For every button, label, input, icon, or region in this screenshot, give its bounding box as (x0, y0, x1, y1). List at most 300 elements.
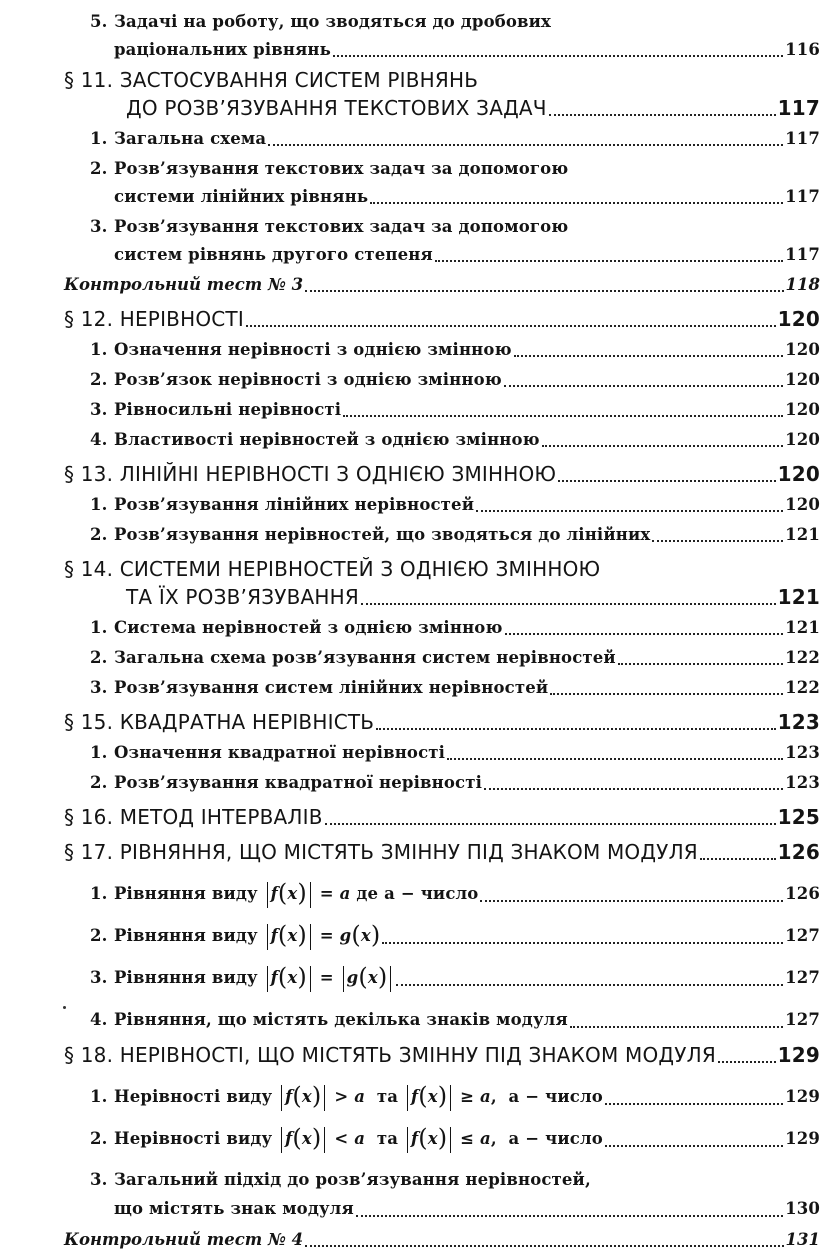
table-of-contents (64, 6, 820, 1254)
entry-title: Нерівності виду (114, 1129, 273, 1148)
entry-text (90, 963, 394, 993)
modulus-bar (310, 924, 311, 950)
toc-item (64, 213, 820, 269)
formula-symbol: a (480, 1087, 491, 1106)
modulus-bar (324, 1085, 325, 1111)
dot-leader (396, 984, 783, 986)
toc-formula-item (64, 1082, 820, 1112)
paren: ( (292, 1082, 302, 1110)
entry-number: 1. (90, 743, 108, 762)
page-number: 127 (785, 1010, 820, 1029)
dot-leader (484, 788, 783, 790)
entry-title: ЗАСТОСУВАННЯ СИСТЕМ РІВНЯНЬ (119, 68, 479, 92)
toc-item (64, 125, 820, 153)
entry-title: Розв’язування текстових задач за допомогою (114, 159, 569, 178)
section-number: § 12. (64, 307, 114, 331)
formula-symbol: x (287, 968, 298, 987)
entry-title: Задачі на роботу, що зводяться до дробових (114, 12, 552, 31)
toc-formula-item (64, 1124, 820, 1154)
toc-row (64, 583, 820, 612)
entry-title: ДО РОЗВ’ЯЗУВАННЯ ТЕКСТОВИХ ЗАДАЧ (126, 96, 547, 120)
toc-row (90, 521, 820, 549)
toc-row (90, 396, 820, 424)
entry-title: Рівносильні нерівності (114, 400, 342, 419)
toc-section (64, 555, 820, 612)
entry-text (90, 491, 474, 519)
entry-title: СИСТЕМИ НЕРІВНОСТЕЙ З ОДНІЄЮ ЗМІННОЮ (119, 557, 601, 581)
dot-leader (618, 663, 783, 665)
toc-row (90, 155, 820, 183)
toc-item (64, 614, 820, 642)
entry-text (90, 241, 433, 269)
section-number: § 13. (64, 462, 114, 486)
entry-text (64, 68, 478, 92)
formula-symbol: x (360, 926, 371, 945)
entry-title: ТА ЇХ РОЗВ’ЯЗУВАННЯ (126, 585, 359, 609)
entry-title: Властивості нерівностей з однією змінною (114, 430, 540, 449)
paren: ( (277, 879, 288, 907)
entry-title: НЕРІВНОСТІ (119, 307, 244, 331)
toc-row (64, 271, 820, 299)
page-number: 120 (785, 400, 820, 419)
formula-symbol: f (410, 1129, 419, 1148)
section-number: § 17. (64, 840, 114, 864)
toc-item (64, 8, 820, 64)
formula-operator: ≤ (454, 1129, 480, 1148)
entry-title: Рівняння виду (114, 926, 258, 945)
entry-text (90, 769, 482, 797)
toc-row (64, 708, 820, 737)
entry-text (90, 125, 266, 153)
paren: ) (311, 1124, 322, 1152)
entry-number: 1. (90, 495, 108, 514)
entry-number: 3. (90, 678, 108, 697)
modulus-bar (281, 1127, 282, 1153)
formula-symbol: f (270, 884, 278, 903)
toc-item (64, 739, 820, 767)
entry-text (90, 217, 568, 236)
entry-title: Контрольний тест № 4 (64, 1230, 304, 1249)
dot-leader (558, 480, 775, 482)
entry-number: 2. (90, 525, 108, 544)
entry-number: 5. (90, 12, 108, 31)
toc-row (90, 1166, 820, 1194)
toc-test-entry (64, 1226, 820, 1254)
paren: ( (358, 963, 368, 991)
page-number: 120 (785, 495, 820, 514)
dot-leader (333, 55, 783, 57)
toc-row (64, 803, 820, 832)
entry-title: Розв’язування лінійних нерівностей (114, 495, 475, 514)
entry-number: 4. (90, 1010, 108, 1029)
formula-symbol: g (346, 968, 359, 987)
formula-symbol: x (287, 926, 298, 945)
entry-suffix: де a − число (350, 884, 479, 903)
entry-title: НЕРІВНОСТІ, ЩО МІСТЯТЬ ЗМІННУ ПІД ЗНАКОМ МОДУЛЯ (119, 1043, 716, 1067)
entry-text (64, 583, 359, 612)
modulus-bar (310, 882, 311, 908)
page-number: 118 (785, 275, 820, 294)
toc-row (64, 66, 820, 94)
toc-formula-item (64, 963, 820, 993)
page-number: 120 (785, 430, 820, 449)
toc-row (90, 1082, 820, 1112)
modulus-bar (267, 924, 268, 950)
page-number: 121 (777, 585, 820, 609)
toc-row (90, 241, 820, 269)
entry-number: 1. (90, 618, 108, 637)
entry-number: 2. (90, 1129, 108, 1148)
page-number: 117 (777, 96, 820, 120)
entry-title: Загальна схема розв’язування систем нерівностей (114, 648, 616, 667)
entry-text (90, 921, 380, 951)
entry-text (90, 183, 368, 211)
entry-title: Розв’язок нерівності з однією змінною (114, 370, 502, 389)
entry-text (90, 614, 503, 642)
dot-leader (549, 114, 776, 116)
entry-title: Означення квадратної нерівності (114, 743, 446, 762)
paren: ( (418, 1082, 428, 1110)
formula-operator: < (328, 1129, 355, 1148)
paren: ( (351, 921, 361, 949)
page-number: 122 (785, 678, 820, 697)
entry-text (64, 708, 374, 737)
entry-number: 3. (90, 400, 108, 419)
formula-operator: > (328, 1087, 355, 1106)
toc-row (90, 336, 820, 364)
toc-formula-item (64, 1005, 820, 1035)
entry-text (90, 644, 616, 672)
toc-item (64, 644, 820, 672)
formula (264, 963, 395, 991)
toc-item (64, 336, 820, 364)
formula (264, 879, 351, 907)
toc-item (64, 396, 820, 424)
modulus-bar (407, 1085, 408, 1111)
section-number: § 14. (64, 557, 114, 581)
formula-operator: = (313, 926, 340, 945)
formula (278, 1082, 491, 1110)
dot-leader (542, 445, 783, 447)
page-number: 120 (785, 340, 820, 359)
entry-suffix: , a − число (490, 1129, 603, 1148)
entry-text (64, 1041, 716, 1070)
toc-row (64, 1226, 820, 1254)
entry-text (90, 674, 548, 702)
entry-title: Розв’язування текстових задач за допомогою (114, 217, 569, 236)
formula-symbol: a (339, 884, 351, 903)
dot-leader (361, 603, 776, 605)
formula-symbol: x (427, 1087, 438, 1106)
entry-text (64, 94, 547, 123)
entry-title: системи лінійних рівнянь (114, 187, 369, 206)
entry-text (90, 1082, 603, 1112)
formula-symbol: x (301, 1129, 312, 1148)
formula-symbol: f (285, 1087, 293, 1106)
dot-leader (605, 1103, 783, 1105)
dot-leader (370, 202, 783, 204)
toc-row (90, 769, 820, 797)
dot-leader (376, 728, 775, 730)
dot-leader (325, 823, 776, 825)
paren: ) (370, 921, 381, 949)
toc-item (64, 366, 820, 394)
entry-title: систем рівнянь другого степеня (114, 245, 433, 264)
entry-text (90, 879, 478, 909)
page-number: 117 (785, 187, 820, 206)
formula-symbol: a (480, 1129, 491, 1148)
entry-title: що містять знак модуля (114, 1199, 354, 1218)
formula-symbol: f (270, 926, 278, 945)
page-number: 126 (777, 840, 820, 864)
section-number: § 15. (64, 710, 114, 734)
modulus-bar (450, 1127, 451, 1153)
page-number: 127 (785, 926, 820, 945)
formula-operator: = (313, 968, 340, 987)
section-number: § 16. (64, 805, 114, 829)
formula-symbol: x (427, 1129, 438, 1148)
toc-item (64, 1166, 820, 1224)
page-number: 125 (777, 805, 820, 829)
toc-section (64, 708, 820, 737)
page-number: 126 (785, 884, 820, 903)
dot-leader (480, 900, 783, 902)
dot-leader (305, 290, 783, 292)
formula (278, 1124, 491, 1152)
toc-section (64, 1041, 820, 1070)
entry-text (90, 521, 650, 549)
toc-row (64, 1041, 820, 1070)
page-number: 130 (785, 1199, 820, 1218)
entry-title: РІВНЯННЯ, ЩО МІСТЯТЬ ЗМІННУ ПІД ЗНАКОМ МОДУЛЯ (119, 840, 698, 864)
toc-item (64, 769, 820, 797)
dot-leader (476, 510, 783, 512)
toc-row (64, 838, 820, 867)
dot-leader (718, 1061, 776, 1063)
entry-number: 3. (90, 1170, 108, 1189)
entry-text (90, 366, 502, 394)
entry-number: 1. (90, 884, 108, 903)
toc-row (90, 213, 820, 241)
formula-symbol: x (367, 968, 378, 987)
entry-title: Контрольний тест № 3 (64, 275, 304, 294)
modulus-bar (450, 1085, 451, 1111)
formula-symbol: x (301, 1087, 312, 1106)
toc-row (90, 1194, 820, 1224)
formula-operator: та (365, 1087, 404, 1106)
toc-row (90, 739, 820, 767)
toc-row (90, 36, 820, 64)
formula-symbol: f (270, 968, 278, 987)
page-number: 121 (785, 618, 820, 637)
page-number: 123 (785, 743, 820, 762)
entry-title: Рівняння виду (114, 968, 258, 987)
paren: ( (277, 963, 288, 991)
page-number: 123 (777, 710, 820, 734)
paren: ) (297, 921, 307, 949)
entry-title: Система нерівностей з однією змінною (114, 618, 503, 637)
paren: ) (437, 1124, 448, 1152)
formula-symbol: a (354, 1129, 366, 1148)
entry-number: 2. (90, 773, 108, 792)
toc-row (90, 963, 820, 993)
dot-leader (382, 942, 783, 944)
entry-text (90, 396, 341, 424)
toc-row (90, 674, 820, 702)
page-number: 117 (785, 129, 820, 148)
toc-row (90, 921, 820, 951)
dot-leader (343, 415, 783, 417)
modulus-bar (407, 1127, 408, 1153)
entry-number: 1. (90, 340, 108, 359)
page-number: 116 (785, 40, 820, 59)
entry-text (64, 305, 244, 334)
modulus-bar (343, 966, 344, 992)
entry-number: 1. (90, 1087, 108, 1106)
entry-title: Нерівності виду (114, 1087, 273, 1106)
dot-leader (570, 1026, 783, 1028)
paren: ) (297, 879, 307, 907)
formula-operator: ≥ (454, 1087, 480, 1106)
entry-text (90, 12, 551, 31)
page-number: 123 (785, 773, 820, 792)
entry-title: КВАДРАТНА НЕРІВНІСТЬ (119, 710, 375, 734)
entry-suffix: , a − число (490, 1087, 603, 1106)
entry-text (90, 426, 540, 454)
entry-text (64, 271, 303, 299)
page-number: 120 (785, 370, 820, 389)
entry-title: Розв’язування систем лінійних нерівностей (114, 678, 549, 697)
toc-section (64, 460, 820, 489)
entry-title: Рівняння виду (114, 884, 258, 903)
toc-row (90, 491, 820, 519)
page-number: 127 (785, 968, 820, 987)
dot-leader (514, 355, 783, 357)
toc-item (64, 674, 820, 702)
toc-item (64, 491, 820, 519)
formula-operator: та (365, 1129, 404, 1148)
formula-symbol: a (354, 1087, 366, 1106)
toc-row (90, 183, 820, 211)
dot-leader (652, 540, 783, 542)
toc-row (90, 879, 820, 909)
entry-text (64, 460, 556, 489)
formula (264, 921, 381, 949)
toc-row (90, 366, 820, 394)
entry-title: МЕТОД ІНТЕРВАЛІВ (119, 805, 323, 829)
page-number: 131 (785, 1230, 820, 1249)
toc-section (64, 803, 820, 832)
entry-text (90, 1194, 354, 1224)
entry-text (90, 1124, 603, 1154)
toc-section (64, 66, 820, 123)
entry-number: 1. (90, 129, 108, 148)
page-number: 122 (785, 648, 820, 667)
entry-text (64, 838, 698, 867)
toc-section (64, 305, 820, 334)
toc-row (90, 426, 820, 454)
dot-leader (435, 260, 783, 262)
toc-row (90, 125, 820, 153)
toc-row (64, 555, 820, 583)
dot-leader (700, 858, 776, 860)
entry-title: Розв’язування квадратної нерівності (114, 773, 483, 792)
entry-title: Загальний підхід до розв’язування нерівностей, (114, 1170, 591, 1189)
dot-leader (505, 633, 784, 635)
entry-text (64, 1226, 303, 1254)
modulus-bar (390, 966, 391, 992)
entry-text (90, 36, 331, 64)
toc-row (90, 644, 820, 672)
modulus-bar (267, 966, 268, 992)
toc-item (64, 426, 820, 454)
toc-row (90, 614, 820, 642)
entry-number: 4. (90, 430, 108, 449)
entry-number: 3. (90, 968, 108, 987)
paren: ) (311, 1082, 322, 1110)
page-number: 129 (777, 1043, 820, 1067)
page-number: 129 (785, 1129, 820, 1148)
formula-symbol: f (285, 1129, 293, 1148)
entry-number: 2. (90, 159, 108, 178)
modulus-bar (310, 966, 311, 992)
entry-text (64, 557, 600, 581)
dot-leader (356, 1215, 783, 1217)
formula-symbol: f (410, 1087, 419, 1106)
dot-leader (550, 693, 783, 695)
toc-row (90, 1124, 820, 1154)
toc-row (90, 8, 820, 36)
entry-text (90, 1170, 591, 1189)
paren: ) (437, 1082, 448, 1110)
entry-title: Рівняння, що містять декілька знаків модуля (114, 1010, 568, 1029)
page-number: 120 (777, 307, 820, 331)
page-number: 117 (785, 245, 820, 264)
entry-title: Загальна схема (114, 129, 267, 148)
paren: ( (292, 1124, 302, 1152)
entry-title: Означення нерівності з однією змінною (114, 340, 512, 359)
page-number: 121 (785, 525, 820, 544)
toc-test-entry (64, 271, 820, 299)
paren: ( (277, 921, 288, 949)
page-number: 120 (777, 462, 820, 486)
toc-row (64, 94, 820, 123)
entry-text (90, 159, 568, 178)
toc-section (64, 838, 820, 867)
modulus-bar (324, 1127, 325, 1153)
entry-title: ЛІНІЙНІ НЕРІВНОСТІ З ОДНІЄЮ ЗМІННОЮ (119, 462, 557, 486)
dot-leader (504, 385, 783, 387)
modulus-bar (267, 882, 268, 908)
section-number: § 18. (64, 1043, 114, 1067)
formula-symbol: g (339, 926, 352, 945)
dot-leader (246, 325, 776, 327)
formula-symbol: x (287, 884, 298, 903)
dot-leader (605, 1145, 783, 1147)
formula-operator: = (313, 884, 340, 903)
entry-text (90, 739, 445, 767)
toc-item (64, 521, 820, 549)
page-number: 129 (785, 1087, 820, 1106)
modulus-bar (281, 1085, 282, 1111)
dot-leader (305, 1245, 783, 1247)
paren: ) (377, 963, 388, 991)
entry-number: 2. (90, 370, 108, 389)
toc-formula-item (64, 879, 820, 909)
entry-title: Розв’язування нерівностей, що зводяться до лінійних (114, 525, 651, 544)
toc-row (90, 1005, 820, 1035)
entry-text (90, 1005, 568, 1035)
